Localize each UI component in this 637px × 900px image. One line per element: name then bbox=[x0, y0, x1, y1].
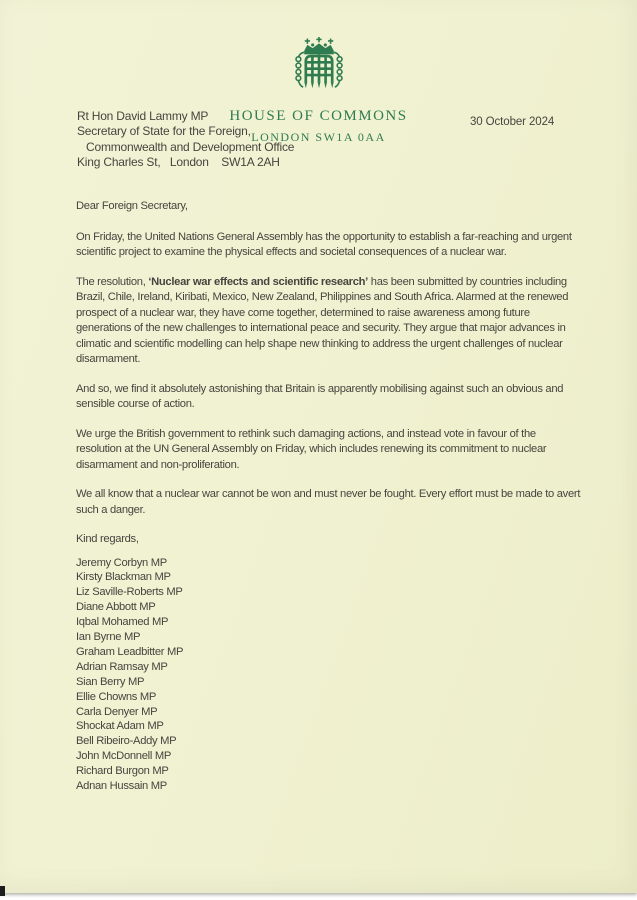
recipient-street-address: King Charles St, London SW1A 2AH bbox=[77, 155, 280, 170]
recipient-address-block bbox=[77, 109, 294, 171]
letterhead-title: HOUSE OF COMMONS bbox=[229, 108, 408, 124]
signatory-name: Diane Abbott MP bbox=[76, 601, 156, 614]
signatory-name: Iqbal Mohamed MP bbox=[76, 616, 169, 629]
recipient-name: Rt Hon David Lammy MP bbox=[77, 109, 209, 123]
signatory-name: Ian Byrne MP bbox=[76, 631, 141, 644]
signatory-name: Carla Denyer MP bbox=[76, 705, 158, 718]
recipient-title-line1: Secretary of State for the Foreign, bbox=[77, 124, 251, 139]
paragraph-2 bbox=[76, 275, 581, 368]
paragraph-2-prefix: The resolution, bbox=[76, 275, 149, 288]
paragraph-2-suffix: has been submitted by countries including Brazil, Chile, Ireland, Kiribati, Mexico, New Zealand, Philippines and South Africa. Alarmed at the renewed prospect of a nuclear war, they have come together, determined to raise awareness among future generations of the new challenges to international peace and security. They argue that major advances in climatic and scientific modelling can help shape new thinking to address the urgent challenges of nuclear disarmament. bbox=[76, 275, 569, 365]
letter-date: 30 October 2024 bbox=[470, 116, 555, 128]
resolution-title-bold: ‘Nuclear war effects and scientific research’ bbox=[148, 275, 368, 288]
signatory-name: Graham Leadbitter MP bbox=[76, 645, 184, 658]
signatory-name: Kirsty Blackman MP bbox=[76, 571, 171, 584]
closing: Kind regards, bbox=[76, 533, 139, 545]
house-of-commons-crest-icon bbox=[289, 37, 349, 103]
signatory-name: Jeremy Corbyn MP bbox=[76, 556, 167, 569]
signatory-name: Liz Saville-Roberts MP bbox=[76, 586, 183, 599]
signatory-name: John McDonnell MP bbox=[76, 750, 172, 763]
salutation: Dear Foreign Secretary, bbox=[76, 200, 188, 212]
recipient-title-line2: Commonwealth and Development Office bbox=[86, 139, 295, 154]
signatory-name: Bell Ribeiro-Addy MP bbox=[76, 735, 177, 748]
paragraph-1: On Friday, the United Nations General Assembly has the opportunity to establish a far-reaching and urgent scientific project to examine the physical effects and societal consequences of a nuclear war. bbox=[76, 230, 572, 258]
signatory-name: Sian Berry MP bbox=[76, 675, 145, 688]
signatory-name: Adnan Hussain MP bbox=[76, 780, 167, 793]
signatory-name: Ellie Chowns MP bbox=[76, 690, 157, 703]
signatory-name: Richard Burgon MP bbox=[76, 765, 169, 778]
letterhead-address: LONDON SW1A 0AA bbox=[251, 130, 386, 144]
letter-body bbox=[76, 199, 581, 794]
paragraph-4: We urge the British government to rethink such damaging actions, and instead vote in favour of the resolution at the UN General Assembly on Friday, which includes renewing its commitment to nuclear disarmament and non-proliferation. bbox=[76, 427, 547, 471]
paragraph-5: We all know that a nuclear war cannot be won and must never be fought. Every effort must be made to avert such a danger. bbox=[76, 488, 581, 516]
signatory-name: Shockat Adam MP bbox=[76, 720, 164, 733]
paragraph-3: And so, we find it absolutely astonishing that Britain is apparently mobilising against such an obvious and sensible course of action. bbox=[76, 382, 564, 410]
scan-artifact-mark bbox=[0, 886, 5, 896]
signatory-name: Adrian Ramsay MP bbox=[76, 660, 168, 673]
signatory-list bbox=[76, 556, 581, 795]
